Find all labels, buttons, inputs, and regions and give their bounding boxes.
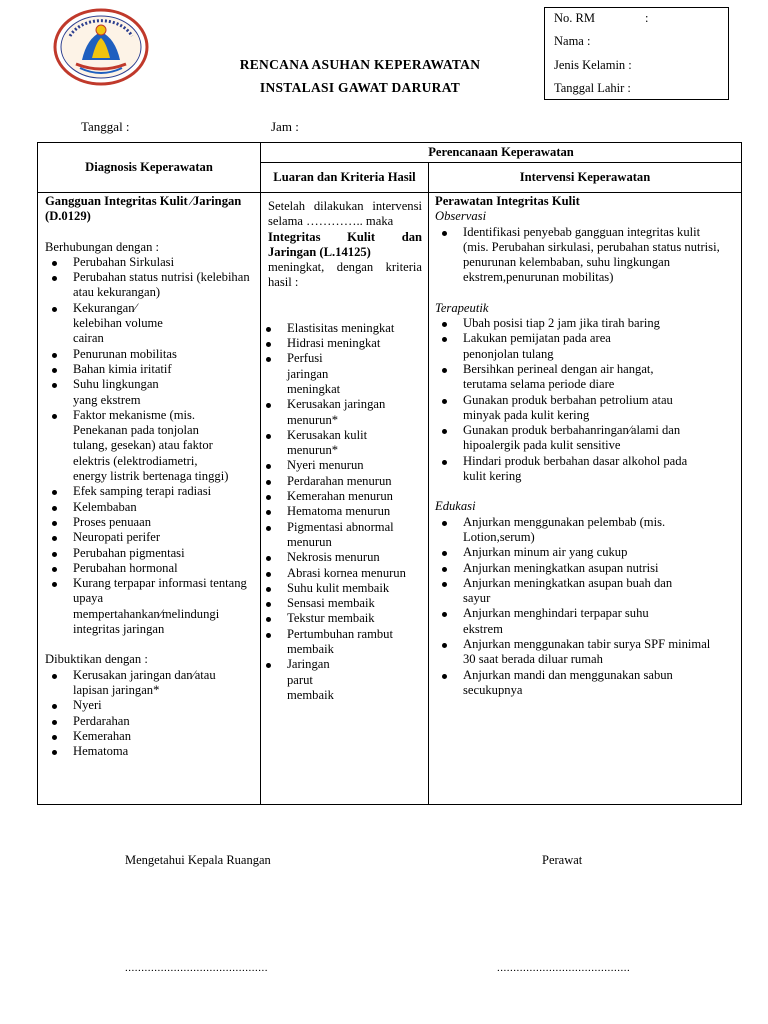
list-item: Ubah posisi tiap 2 jam jika tirah baring [463, 316, 737, 331]
list-item: Anjurkan menggunakan tabir surya SPF minimal 30 saat berada diluar rumah [463, 637, 713, 668]
list-item: Pertumbuhan rambut membaik [287, 627, 397, 658]
list-item: Bahan kimia iritatif [73, 362, 256, 377]
tanggal-lahir-label: Tanggal Lahir : [554, 81, 631, 95]
list-item: Hidrasi meningkat [287, 336, 422, 351]
no-rm-field[interactable] [554, 11, 595, 26]
nama-field[interactable] [554, 34, 590, 49]
list-item: Elastisitas meningkat [287, 321, 422, 336]
criteria-list [268, 321, 422, 703]
list-item: Kerusakan jaringan dan⁄atau lapisan jaringan* [73, 668, 238, 699]
care-plan-table [37, 142, 742, 805]
list-item: Kekurangan⁄ kelebihan volume cairan [73, 301, 183, 347]
list-item: Faktor mekanisme (mis. Penekanan pada tonjolan tulang, gesekan) atau faktor elektris (elektrodiametri, energy listrik bertenaga tinggi) [73, 408, 233, 484]
tanggal-field[interactable]: Tanggal : [81, 119, 130, 134]
nama-label: Nama : [554, 34, 591, 48]
list-item: Perubahan pigmentasi [73, 546, 256, 561]
list-item: Lakukan pemijatan pada area penonjolan tulang [463, 331, 653, 362]
list-item: Nyeri menurun [287, 458, 422, 473]
diagnosis-code: (D.0129) [45, 209, 91, 224]
list-item: Perfusi jaringan meningkat [287, 351, 357, 397]
list-item: Perubahan hormonal [73, 561, 256, 576]
outcome-rest: meningkat, dengan kriteria hasil : [268, 260, 422, 290]
list-item: Neuropati perifer [73, 530, 256, 545]
list-item: Sensasi membaik [287, 596, 422, 611]
list-item: Perdarahan menurun [287, 474, 422, 489]
observasi-list [435, 225, 737, 286]
list-item: Pigmentasi abnormal menurun [287, 520, 407, 551]
kepala-ruangan-label: Mengetahui Kepala Ruangan [125, 853, 271, 867]
list-item: Hindari produk berbahan dasar alkohol pada kulit kering [463, 454, 708, 485]
list-item: Gunakan produk berbahanringan⁄alami dan hipoalergik pada kulit sensitive [463, 423, 708, 454]
list-item: Nekrosis menurun [287, 550, 422, 565]
edukasi-heading: Edukasi [435, 499, 476, 514]
kepala-ruangan-signature-line[interactable]: ............................................ [125, 962, 268, 974]
terapeutik-list [435, 316, 737, 484]
jam-field[interactable]: Jam : [271, 119, 299, 134]
diagnosis-cell [38, 193, 261, 805]
perawat-label: Perawat [542, 853, 583, 867]
hospital-logo [52, 8, 150, 86]
list-item: Anjurkan minum air yang cukup [463, 545, 737, 560]
diagnosis-title: Gangguan Integritas Kulit ⁄Jaringan [45, 194, 242, 208]
list-item: Penurunan mobilitas [73, 347, 256, 362]
list-item: Jaringan parut membaik [287, 657, 347, 703]
list-item: Anjurkan menggunakan pelembab (mis. Lotion,serum) [463, 515, 713, 546]
terapeutik-heading: Terapeutik [435, 300, 489, 315]
jenis-kelamin-field[interactable] [554, 58, 632, 73]
list-item: Nyeri [73, 698, 256, 713]
list-item: Proses penuaan [73, 515, 256, 530]
header-luaran: Luaran dan Kriteria Hasil [261, 163, 429, 193]
header-intervensi: Intervensi Keperawatan [429, 163, 742, 193]
list-item: Identifikasi penyebab gangguan integritas kulit (mis. Perubahan sirkulasi, perubahan status nutrisi, penurunan kelembaban, suhu lingkungan ekstrem,penurunan mobilitas) [463, 225, 725, 286]
edukasi-list [435, 515, 737, 699]
list-item: Kemerahan menurun [287, 489, 422, 504]
list-item: Perdarahan [73, 714, 256, 729]
list-item: Kurang terpapar informasi tentang upaya mempertahankan⁄melindungi integritas jaringan [73, 576, 251, 637]
list-item: Bersihkan perineal dengan air hangat, terutama selama periode diare [463, 362, 668, 393]
jenis-kelamin-label: Jenis Kelamin : [554, 58, 632, 72]
form-title: RENCANA ASUHAN KEPERAWATAN [239, 57, 481, 72]
list-item: Suhu kulit membaik [287, 581, 422, 596]
list-item: Anjurkan menghindari terpapar suhu ekstrem [463, 606, 663, 637]
observasi-heading: Observasi [435, 209, 487, 224]
outcome-cell [261, 193, 429, 805]
tanggal-lahir-field[interactable] [554, 81, 631, 96]
related-list [45, 255, 256, 637]
list-item: Hematoma menurun [287, 504, 422, 519]
list-item: Suhu lingkungan yang ekstrem [73, 377, 183, 408]
outcome-intro: Setelah dilakukan intervensi selama ………….. maka [268, 199, 422, 229]
list-item: Anjurkan mandi dan menggunakan sabun secukupnya [463, 668, 713, 699]
list-item: Gunakan produk berbahan petrolium atau minyak pada kulit kering [463, 393, 703, 424]
header-diagnosis: Diagnosis Keperawatan [38, 143, 261, 193]
intervention-cell [429, 193, 742, 805]
list-item: Hematoma [73, 744, 256, 759]
list-item: Efek samping terapi radiasi [73, 484, 256, 499]
list-item: Kelembaban [73, 500, 256, 515]
header-perencanaan: Perencanaan Keperawatan [261, 143, 742, 163]
list-item: Kerusakan jaringan menurun* [287, 397, 407, 428]
evidence-heading: Dibuktikan dengan : [45, 652, 148, 667]
outcome-target: Integritas Kulit dan Jaringan (L.14125) [268, 229, 422, 259]
no-rm-label: No. RM [554, 11, 595, 25]
evidence-list [45, 668, 256, 760]
list-item: Kerusakan kulit menurun* [287, 428, 387, 459]
list-item: Anjurkan meningkatkan asupan buah dan sayur [463, 576, 698, 607]
list-item: Kemerahan [73, 729, 256, 744]
form-subtitle: INSTALASI GAWAT DARURAT [259, 80, 461, 95]
patient-identity-box [544, 7, 729, 100]
list-item: Abrasi kornea menurun [287, 566, 422, 581]
perawat-signature-line[interactable]: ......................................... [497, 962, 631, 974]
list-item: Tekstur membaik [287, 611, 422, 626]
no-rm-colon: : [645, 11, 649, 25]
list-item: Perubahan status nutrisi (kelebihan atau kekurangan) [73, 270, 256, 301]
intervention-title: Perawatan Integritas Kulit [435, 194, 580, 208]
related-heading: Berhubungan dengan : [45, 239, 160, 254]
list-item: Perubahan Sirkulasi [73, 255, 256, 270]
list-item: Anjurkan meningkatkan asupan nutrisi [463, 561, 737, 576]
